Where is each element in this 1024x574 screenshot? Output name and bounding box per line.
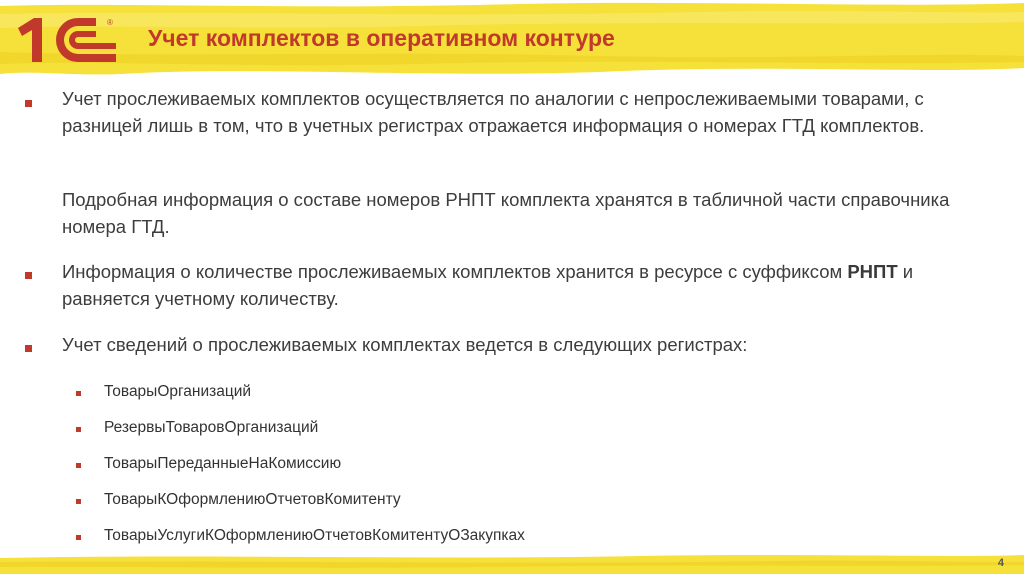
registered-mark: ® bbox=[107, 18, 113, 27]
sub-bullet-marker bbox=[76, 463, 81, 468]
register-item: ТоварыУслугиКОформлениюОтчетовКомитентуОЗакупках bbox=[104, 527, 525, 544]
bullet-1-text: Учет прослеживаемых комплектов осуществляется по аналогии с непрослеживаемыми товарами, с разницей лишь в том, что в учетных регистрах отражается информация о номерах ГТД комплектов. bbox=[62, 88, 925, 136]
register-item: РезервыТоваровОрганизаций bbox=[104, 419, 319, 436]
bullet-2-bold-term: РНПТ bbox=[847, 261, 898, 282]
footer-highlight-stroke bbox=[0, 552, 1024, 574]
bullet-2-text bbox=[62, 259, 992, 312]
sub-bullet-marker bbox=[76, 391, 81, 396]
slide-title: Учет комплектов в оперативном контуре bbox=[148, 25, 615, 51]
bullet-2-text-after: и равняется учетному количеству. bbox=[62, 261, 914, 309]
bullet-marker bbox=[25, 100, 32, 107]
bullet-3-text: Учет сведений о прослеживаемых комплектах ведется в следующих регистрах: bbox=[62, 334, 748, 355]
register-item: ТоварыКОформлениюОтчетовКомитенту bbox=[104, 491, 401, 508]
page-number: 4 bbox=[997, 557, 1004, 569]
bullet-marker bbox=[25, 345, 32, 352]
bullet-2-text-before: Информация о количестве прослеживаемых комплектов хранится в ресурсе с суффиксом bbox=[62, 261, 848, 282]
sub-bullet-marker bbox=[76, 427, 81, 432]
register-item: ТоварыПереданныеНаКомиссию bbox=[104, 455, 342, 472]
sub-bullet-marker bbox=[76, 499, 81, 504]
bullet-marker bbox=[25, 272, 32, 279]
sub-bullet-marker bbox=[76, 535, 81, 540]
bullet-1-continuation: Подробная информация о составе номеров РНПТ комплекта хранятся в табличной части справочника номера ГТД. bbox=[62, 189, 950, 237]
register-item: ТоварыОрганизаций bbox=[104, 383, 252, 400]
